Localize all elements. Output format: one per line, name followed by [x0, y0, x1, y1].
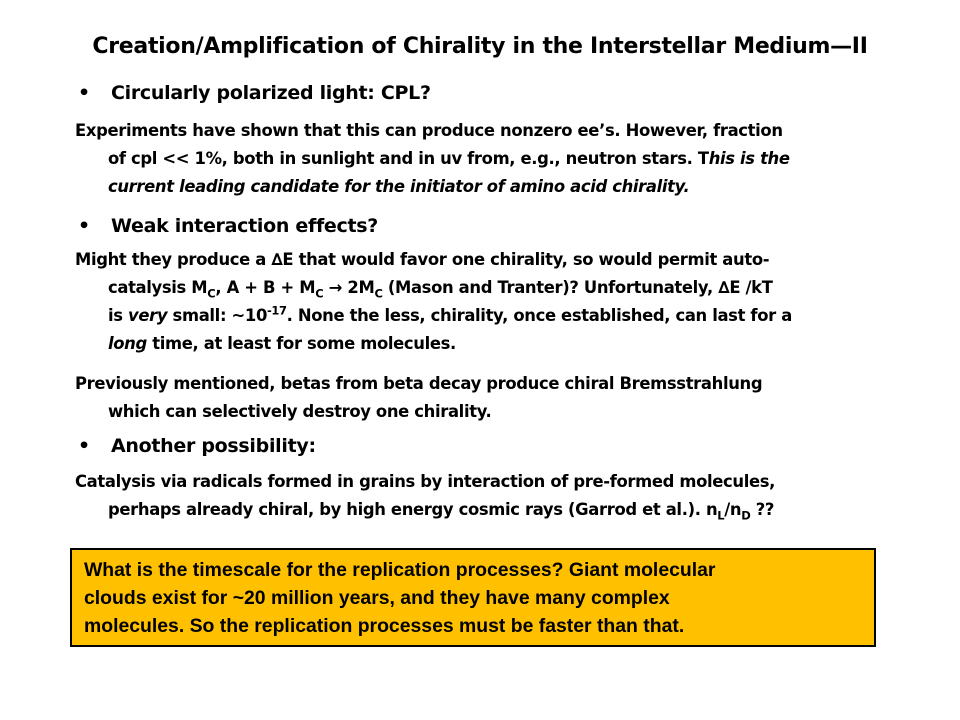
paragraph-weak-interaction [75, 246, 895, 358]
bullet-dot: • [78, 82, 90, 104]
callout-line: clouds exist for ~20 million years, and they have many complex [84, 587, 670, 609]
callout-line: What is the timescale for the replication processes? Giant molecular [84, 559, 716, 581]
paragraph-line: Previously mentioned, betas from beta decay produce chiral Bremsstrahlung [75, 374, 763, 393]
italic-run: current leading candidate for the initiator of amino acid chirality. [108, 177, 690, 196]
text-run: is [108, 306, 129, 325]
italic-run: long [108, 334, 147, 353]
text-run: catalysis M [108, 278, 208, 297]
text-run: E that would favor one chirality, so would permit auto- [282, 250, 770, 269]
bullet-dot: • [78, 215, 90, 237]
paragraph-catalysis [75, 468, 895, 524]
subscript: L [717, 508, 725, 523]
text-run: E /kT [729, 278, 773, 297]
timescale-callout-box [70, 548, 876, 647]
paragraph-line [75, 302, 895, 330]
text-run: perhaps already chiral, by high energy cosmic rays (Garrod et al.). n [108, 500, 718, 519]
paragraph-line [75, 173, 895, 201]
bullet-weak-interaction [78, 215, 378, 237]
italic-run: his is the [708, 149, 790, 168]
bullet-cpl [78, 82, 431, 104]
text-run: /n [724, 500, 742, 519]
slide-title: Creation/Amplification of Chirality in the Interstellar Medium—II [92, 34, 868, 59]
bullet-another-text: Another possibility: [111, 435, 316, 457]
callout-line: molecules. So the replication processes must be faster than that. [84, 615, 685, 637]
subscript: C [207, 286, 216, 301]
text-run: of cpl << 1%, both in sunlight and in uv from, e.g., neutron stars. T [108, 149, 709, 168]
subscript: D [741, 508, 751, 523]
superscript: -17 [267, 303, 287, 318]
text-run: . None the less, chirality, once established, can last for a [286, 306, 792, 325]
text-run: , A + B + M [215, 278, 316, 297]
bullet-dot: • [78, 435, 90, 457]
paragraph-bremsstrahlung [75, 370, 895, 426]
bullet-weak-text: Weak interaction effects? [111, 215, 378, 237]
italic-run: very [128, 306, 168, 325]
text-run: ?? [750, 500, 775, 519]
text-run: → 2M [323, 278, 375, 297]
text-run: time, at least for some molecules. [146, 334, 456, 353]
text-run: small: ~10 [167, 306, 267, 325]
delta-symbol: ∆ [271, 250, 283, 269]
bullet-cpl-text: Circularly polarized light: CPL? [111, 82, 431, 104]
paragraph-line [75, 246, 895, 274]
delta-symbol: ∆ [718, 278, 730, 297]
subscript: C [374, 286, 383, 301]
subscript: C [315, 286, 324, 301]
paragraph-line: Experiments have shown that this can produce nonzero ee’s. However, fraction [75, 121, 783, 140]
paragraph-line [75, 145, 895, 173]
text-run: (Mason and Tranter)? Unfortunately, [382, 278, 719, 297]
paragraph-line: Catalysis via radicals formed in grains by interaction of pre-formed molecules, [75, 472, 776, 491]
text-run: Might they produce a [75, 250, 272, 269]
paragraph-cpl [75, 117, 895, 201]
paragraph-line [75, 496, 895, 524]
paragraph-line: which can selectively destroy one chirality. [108, 402, 492, 421]
bullet-another-possibility [78, 435, 316, 457]
paragraph-line [75, 274, 895, 302]
paragraph-line [75, 330, 895, 358]
